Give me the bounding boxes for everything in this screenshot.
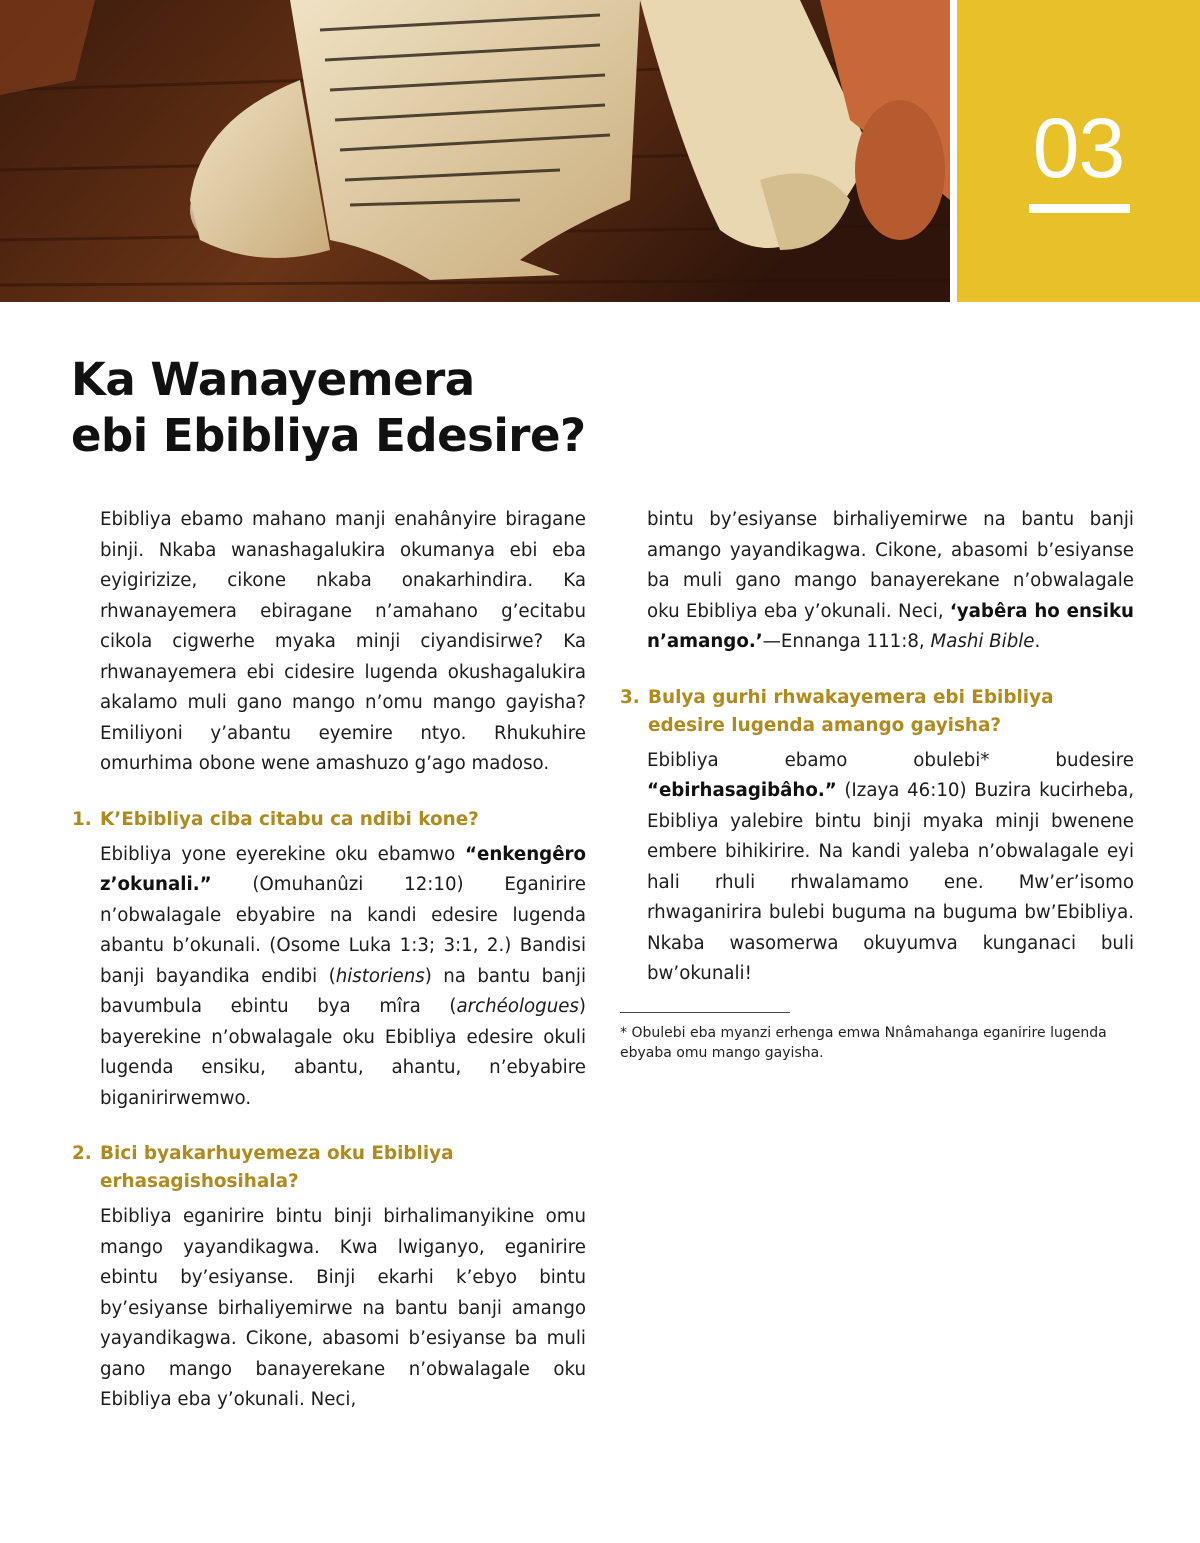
footnote: * Obulebi eba myanzi erhenga emwa Nnâmahanga eganirire lugenda ebyaba omu mango gayisha. — [620, 1024, 1107, 1061]
quote-bold: “ebirhasagibâho.” — [647, 780, 837, 801]
header-photo-scrolls — [0, 0, 950, 302]
intro-paragraph: Ebibliya ebamo mahano manji enahânyire biragane binji. Nkaba wanashagalukira okumanya ebi eba eyigirizize, cikone nkaba onakarhindira. Ka rhwanayemera ebiragane n’amahano g’ecitabu cikola cigwerhe myaka minji ciyandisirwe? Ka rhwanayemera ebi cidesire lugenda okushagalukira akalamo muli gano mango n’omu mango gayisha? Emiliyoni y’abantu eyemire ntyo. Rhukuhire omurhima obone wene amashuzo g’ago madoso. — [100, 509, 586, 774]
question-2-answer: Ebibliya eganirire bintu binji birhalimanyikine omu mango yayandikagwa. Kwa lwiganyo, eganirire ebintu by’esiyanse. Binji ekarhi k’ebyo bintu by’esiyanse birhaliyemirwe na bantu banji amango yayandikagwa. Cikone, abasomi b’esiyanse ba muli gano mango banayerekane n’obwalagale oku Ebibliya eba y’okunali. Neci, — [100, 1206, 586, 1410]
question-2-text: Bici byakarhuyemeza oku Ebibliya erhasagishosihala? — [100, 1143, 454, 1192]
question-1-text: K’Ebibliya ciba citabu ca ndibi kone? — [100, 808, 479, 830]
question-1-answer: Ebibliya yone eyerekine oku ebamwo “enkengêro z’okunali.” (Omuhanûzi 12:10) Eganirire n’obwalagale ebyabire na kandi edesire lugenda abantu b’okunali. (Osome Luka 1:3; 3:1, 2.) Bandisi banji bayandika endibi (historiens) na bantu banji bavumbula ebintu bya mîra (archéologues) bayerekine n’obwalagale oku Ebibliya edesire okuli lugenda ensiku, abantu, ahantu, n’ebyabire biganirirwemwo. — [100, 843, 586, 1109]
question-3-number: 3. — [620, 686, 640, 708]
quote-bold: “enkengêro z’okunali.” — [100, 843, 586, 895]
question-2-answer-continued: bintu by’esiyanse birhaliyemirwe na bantu banji amango yayandikagwa. Cikone, abasomi b’esiyanse ba muli gano mango banayerekane n’obwalagale oku Ebibliya eba y’okunali. Neci, ‘yabêra ho ensiku n’amango.’—Ennanga 111:8, Mashi Bible. — [647, 509, 1134, 652]
question-2-heading — [72, 1140, 586, 1196]
lesson-number: 03 — [1032, 101, 1125, 195]
right-column — [620, 505, 1134, 1063]
title-line-2: ebi Ebibliya Edesire? — [71, 409, 586, 462]
question-1-heading — [72, 806, 586, 834]
question-3-heading — [620, 684, 1134, 740]
left-column — [72, 505, 586, 1410]
badge-underline — [1029, 204, 1130, 213]
quote-bold: ‘yabêra ho ensiku n’amango.’ — [647, 600, 1134, 652]
page-title — [71, 352, 871, 464]
footnote-divider — [620, 1012, 790, 1013]
question-2-number: 2. — [72, 1143, 92, 1164]
question-1-number: 1. — [72, 808, 92, 830]
title-line-1: Ka Wanayemera — [71, 353, 475, 406]
question-3-text: Bulya gurhi rhwakayemera ebi Ebibliya edesire lugenda amango gayisha? — [648, 686, 1054, 736]
lesson-number-badge — [957, 0, 1200, 302]
question-3-answer: Ebibliya ebamo obulebi* budesire “ebirhasagibâho.” (Izaya 46:10) Buzira kucirheba, Ebibliya yalebire bintu binji myaka minji bwenene embere bihikirire. Na kandi yaleba n’obwalagale eyi hali rhuli rhwalamamo ene. Mw’er’isomo rhwaganirira bulebi buguma na buguma bw’Ebibliya. Nkaba wasomerwa okuyumva kunganaci buli bw’okunali! — [647, 749, 1134, 984]
